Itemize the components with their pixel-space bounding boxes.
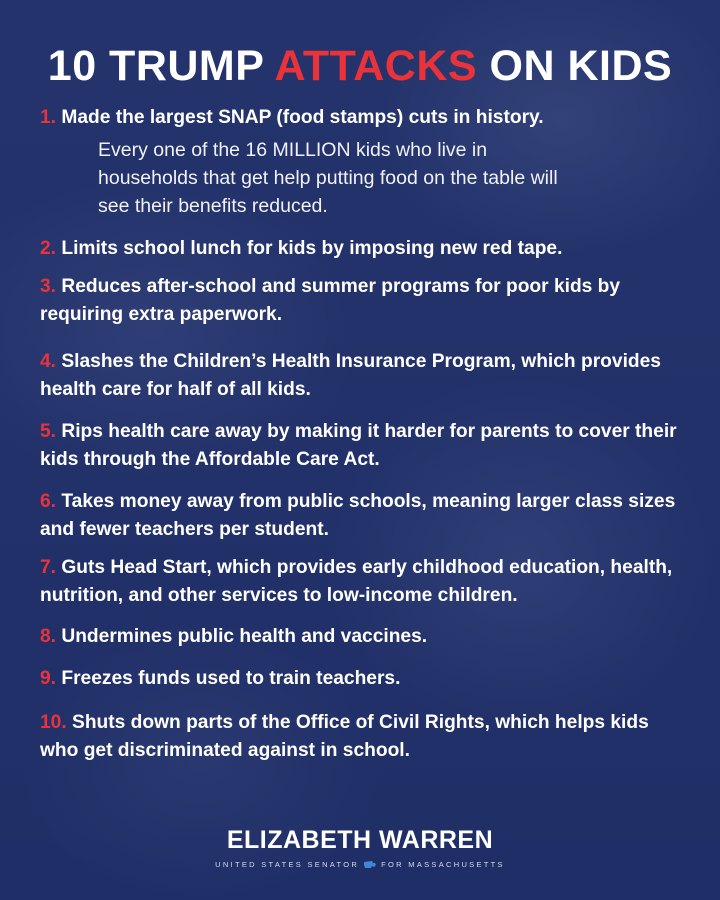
item-number: 9.: [40, 668, 57, 689]
item-text: Slashes the Children’s Health Insurance Program, which provides health care for half of all kids.: [40, 351, 661, 400]
list-item-4: [40, 348, 690, 404]
tagline-left: UNITED STATES SENATOR: [215, 860, 360, 869]
attacks-list: [40, 104, 690, 765]
item-number: 7.: [40, 557, 57, 578]
massachusetts-state-icon: [363, 860, 377, 869]
list-item-6: [40, 488, 690, 544]
list-item-3: [40, 273, 690, 329]
senator-tagline: [215, 860, 505, 869]
list-item-2: [40, 235, 690, 263]
list-item-9: [40, 665, 690, 693]
item-text: Rips health care away by making it harder for parents to cover their kids through the Affordable Care Act.: [40, 421, 677, 470]
headline-pre: 10 TRUMP: [47, 42, 275, 90]
item-number: 6.: [40, 491, 57, 512]
item-text: Guts Head Start, which provides early childhood education, health, nutrition, and other services to low-income children.: [40, 557, 673, 606]
item-text: Freezes funds used to train teachers.: [61, 668, 401, 689]
item-text: Limits school lunch for kids by imposing new red tape.: [61, 238, 563, 259]
headline-post: ON KIDS: [477, 42, 673, 90]
list-item-8: [40, 623, 690, 651]
item-number: 1.: [40, 107, 57, 128]
senator-name: ELIZABETH WARREN: [226, 826, 494, 854]
headline: [0, 40, 720, 92]
list-item-5: [40, 418, 690, 474]
headline-highlight: ATTACKS: [274, 42, 478, 90]
list-item-7: [40, 554, 690, 610]
list-item-1: [40, 104, 690, 132]
item-text: Undermines public health and vaccines.: [61, 626, 428, 647]
list-item-10: [40, 709, 690, 765]
item-text: Made the largest SNAP (food stamps) cuts in history.: [61, 107, 544, 128]
signature-block: [0, 826, 720, 872]
item-number: 10.: [40, 712, 67, 733]
item-number: 2.: [40, 238, 57, 259]
item-number: 4.: [40, 351, 57, 372]
item-number: 5.: [40, 421, 57, 442]
item-1-detail: Every one of the 16 MILLION kids who live in households that get help putting food on the table will see their benefits reduced.: [98, 139, 558, 217]
item-text: Shuts down parts of the Office of Civil Rights, which helps kids who get discriminated against in school.: [40, 712, 649, 761]
item-number: 8.: [40, 626, 57, 647]
item-text: Reduces after-school and summer programs for poor kids by requiring extra paperwork.: [40, 276, 621, 325]
tagline-right: FOR MASSACHUSETTS: [381, 860, 505, 869]
item-number: 3.: [40, 276, 57, 297]
item-text: Takes money away from public schools, meaning larger class sizes and fewer teachers per student.: [40, 491, 676, 540]
